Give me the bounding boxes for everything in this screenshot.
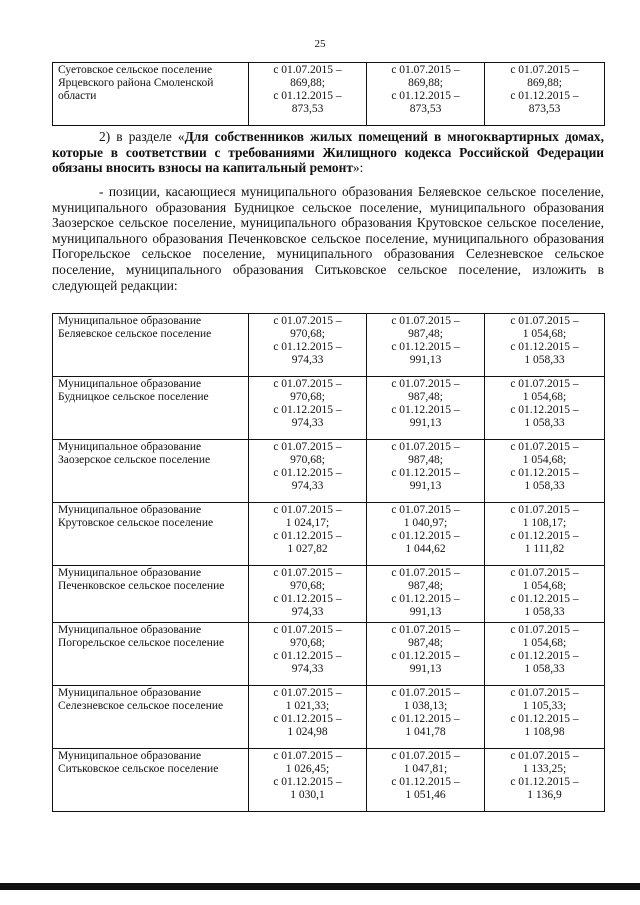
- rate-line: 1 105,33;: [522, 700, 567, 712]
- rate-line: с 01.12.2015 –: [510, 341, 579, 353]
- rate-line: 869,88;: [408, 77, 443, 89]
- rate-line: 1 027,82: [287, 543, 328, 555]
- rate-line: с 01.12.2015 –: [510, 593, 579, 605]
- rate-line: с 01.07.2015 –: [391, 504, 460, 516]
- rate-line: с 01.07.2015 –: [273, 378, 342, 390]
- rate-line: 1 058,33: [524, 417, 565, 429]
- rate-cell: [485, 623, 605, 686]
- municipality-name-cell: Муниципальное образование Печенковское сельское поселение: [53, 566, 249, 623]
- municipality-name-cell: Муниципальное образование Погорельское сельское поселение: [53, 623, 249, 686]
- rate-line: с 01.12.2015 –: [510, 90, 579, 102]
- table-row: [53, 503, 605, 566]
- tariff-table-main-body: [53, 314, 605, 812]
- rate-cell: [249, 377, 367, 440]
- rate-line: с 01.12.2015 –: [391, 341, 460, 353]
- tariff-table-top-body: [53, 63, 605, 126]
- rate-line: 991,13: [409, 663, 442, 675]
- rate-line: 1 108,17;: [522, 517, 567, 529]
- rate-line: 987,48;: [408, 580, 443, 592]
- rate-line: 873,53: [528, 103, 561, 115]
- rate-line: 974,33: [291, 354, 324, 366]
- rate-cell: [367, 440, 485, 503]
- rate-line: 987,48;: [408, 328, 443, 340]
- table-row: [53, 63, 605, 126]
- rate-line: с 01.07.2015 –: [510, 64, 579, 76]
- rate-line: с 01.12.2015 –: [510, 467, 579, 479]
- section-paragraph: [52, 129, 604, 176]
- rate-line: 991,13: [409, 480, 442, 492]
- rate-line: 869,88;: [290, 77, 325, 89]
- rate-line: с 01.12.2015 –: [391, 776, 460, 788]
- rate-cell: [249, 623, 367, 686]
- rate-cell: [249, 503, 367, 566]
- rate-line: 970,68;: [290, 580, 325, 592]
- tariff-table-top: [52, 62, 605, 126]
- rate-line: с 01.12.2015 –: [273, 650, 342, 662]
- rate-cell: [367, 314, 485, 377]
- rate-cell: [485, 749, 605, 812]
- rate-line: с 01.12.2015 –: [510, 404, 579, 416]
- rate-line: с 01.07.2015 –: [510, 504, 579, 516]
- rate-line: с 01.12.2015 –: [273, 404, 342, 416]
- rate-line: с 01.12.2015 –: [273, 90, 342, 102]
- rate-line: 1 030,1: [290, 789, 325, 801]
- rate-cell: [249, 63, 367, 126]
- rate-line: 1 026,45;: [285, 763, 330, 775]
- rate-line: с 01.12.2015 –: [273, 593, 342, 605]
- rate-line: 873,53: [291, 103, 324, 115]
- rate-line: с 01.07.2015 –: [273, 441, 342, 453]
- rate-line: 869,88;: [527, 77, 562, 89]
- rate-line: 974,33: [291, 417, 324, 429]
- municipality-name-cell: Муниципальное образование Будницкое сельское поселение: [53, 377, 249, 440]
- table-row: [53, 749, 605, 812]
- rate-line: 1 058,33: [524, 663, 565, 675]
- rate-cell: [485, 503, 605, 566]
- table-row: [53, 566, 605, 623]
- rate-line: 974,33: [291, 663, 324, 675]
- rate-line: 1 044,62: [405, 543, 446, 555]
- table-row: [53, 377, 605, 440]
- rate-line: 1 021,33;: [285, 700, 330, 712]
- rate-line: 1 054,68;: [522, 328, 567, 340]
- instruction-paragraph: - позиции, касающиеся муниципального образования Беляевское сельское поселение, муниципального образования Будницкое сельское поселение, муниципального образования Заозерское сельское поселение, муниципального образования Крутовское сельское поселение, муниципального образования Печенковское сельское поселение, муниципального образования Погорельское сельское поселение, муниципального образования Селезневское сельское поселение, муниципального образования Ситьковское сельское поселение, изложить в следующей редакции:: [52, 184, 604, 293]
- rate-line: с 01.12.2015 –: [273, 776, 342, 788]
- rate-cell: [485, 377, 605, 440]
- rate-cell: [485, 686, 605, 749]
- rate-cell: [367, 63, 485, 126]
- table-row: [53, 314, 605, 377]
- rate-line: с 01.07.2015 –: [391, 378, 460, 390]
- rate-cell: [249, 440, 367, 503]
- rate-cell: [485, 566, 605, 623]
- rate-cell: [485, 440, 605, 503]
- rate-cell: [367, 623, 485, 686]
- rate-line: с 01.07.2015 –: [273, 687, 342, 699]
- rate-line: 991,13: [409, 354, 442, 366]
- rate-line: 1 108,98: [524, 726, 565, 738]
- rate-line: с 01.12.2015 –: [273, 530, 342, 542]
- rate-line: 1 054,68;: [522, 391, 567, 403]
- rate-line: 1 040,97;: [403, 517, 448, 529]
- rate-line: с 01.07.2015 –: [391, 624, 460, 636]
- rate-line: с 01.07.2015 –: [510, 378, 579, 390]
- municipality-name-cell: Муниципальное образование Заозерское сельское поселение: [53, 440, 249, 503]
- rate-line: с 01.12.2015 –: [391, 467, 460, 479]
- rate-line: с 01.07.2015 –: [510, 567, 579, 579]
- rate-cell: [367, 749, 485, 812]
- rate-line: с 01.07.2015 –: [391, 315, 460, 327]
- municipality-name-cell: Муниципальное образование Крутовское сельское поселение: [53, 503, 249, 566]
- rate-line: 1 111,82: [524, 543, 565, 555]
- rate-line: с 01.07.2015 –: [510, 624, 579, 636]
- rate-line: с 01.07.2015 –: [273, 750, 342, 762]
- municipality-name-cell: Муниципальное образование Селезневское сельское поселение: [53, 686, 249, 749]
- rate-line: 974,33: [291, 606, 324, 618]
- section-prefix: 2) в разделе «: [99, 129, 185, 144]
- rate-cell: [249, 566, 367, 623]
- rate-line: 987,48;: [408, 454, 443, 466]
- rate-line: 1 058,33: [524, 606, 565, 618]
- rate-line: 970,68;: [290, 391, 325, 403]
- rate-line: 987,48;: [408, 391, 443, 403]
- rate-line: с 01.07.2015 –: [273, 504, 342, 516]
- rate-cell: [367, 566, 485, 623]
- rate-line: с 01.12.2015 –: [510, 650, 579, 662]
- section-suffix: »:: [352, 160, 364, 176]
- rate-line: с 01.12.2015 –: [273, 713, 342, 725]
- rate-line: 987,48;: [408, 637, 443, 649]
- tariff-table-main: [52, 313, 605, 812]
- rate-line: с 01.07.2015 –: [510, 315, 579, 327]
- rate-cell: [249, 749, 367, 812]
- rate-line: с 01.12.2015 –: [510, 776, 579, 788]
- rate-line: 1 047,81;: [403, 763, 448, 775]
- rate-line: с 01.07.2015 –: [391, 64, 460, 76]
- rate-line: с 01.07.2015 –: [273, 64, 342, 76]
- footer-rule: [0, 883, 640, 890]
- rate-line: с 01.07.2015 –: [510, 441, 579, 453]
- table-row: [53, 686, 605, 749]
- rate-line: 873,53: [409, 103, 442, 115]
- rate-line: 991,13: [409, 606, 442, 618]
- municipality-name-cell: Муниципальное образование Ситьковское сельское поселение: [53, 749, 249, 812]
- rate-line: с 01.07.2015 –: [510, 687, 579, 699]
- rate-line: с 01.12.2015 –: [391, 593, 460, 605]
- rate-cell: [485, 314, 605, 377]
- rate-line: 1 041,78: [405, 726, 446, 738]
- rate-line: с 01.07.2015 –: [510, 750, 579, 762]
- page-number: 25: [314, 38, 326, 50]
- rate-line: с 01.07.2015 –: [391, 441, 460, 453]
- rate-line: с 01.07.2015 –: [273, 624, 342, 636]
- rate-line: 970,68;: [290, 454, 325, 466]
- rate-line: с 01.07.2015 –: [273, 567, 342, 579]
- rate-line: 1 051,46: [405, 789, 446, 801]
- rate-line: с 01.07.2015 –: [391, 750, 460, 762]
- rate-line: 1 024,98: [287, 726, 328, 738]
- rate-line: с 01.07.2015 –: [273, 315, 342, 327]
- table-row: [53, 440, 605, 503]
- rate-line: 970,68;: [290, 328, 325, 340]
- rate-cell: [249, 686, 367, 749]
- rate-cell: [249, 314, 367, 377]
- rate-line: 1 136,9: [527, 789, 562, 801]
- rate-line: 1 058,33: [524, 480, 565, 492]
- rate-line: с 01.12.2015 –: [510, 713, 579, 725]
- rate-cell: [367, 503, 485, 566]
- rate-line: с 01.12.2015 –: [391, 404, 460, 416]
- rate-line: с 01.12.2015 –: [273, 467, 342, 479]
- rate-line: с 01.12.2015 –: [391, 90, 460, 102]
- rate-line: с 01.12.2015 –: [510, 530, 579, 542]
- section-title: Для собственников жилых помещений в многоквартирных домах, которые в соответствии с требованиями Жилищного кодекса Российской Федерации обязаны вносить взносы на капитальный ремонт: [52, 129, 604, 176]
- table-row: [53, 623, 605, 686]
- rate-line: 1 058,33: [524, 354, 565, 366]
- rate-line: с 01.12.2015 –: [391, 713, 460, 725]
- rate-cell: [485, 63, 605, 126]
- rate-line: 991,13: [409, 417, 442, 429]
- rate-line: с 01.07.2015 –: [391, 567, 460, 579]
- rate-line: 1 038,13;: [403, 700, 448, 712]
- rate-line: 1 054,68;: [522, 580, 567, 592]
- rate-line: 974,33: [291, 480, 324, 492]
- rate-line: с 01.12.2015 –: [391, 650, 460, 662]
- municipality-name-cell: Муниципальное образование Беляевское сельское поселение: [53, 314, 249, 377]
- rate-cell: [367, 377, 485, 440]
- rate-line: 1 133,25;: [522, 763, 567, 775]
- rate-cell: [367, 686, 485, 749]
- municipality-name-cell: Суетовское сельское поселение Ярцевского района Смоленской области: [53, 63, 249, 126]
- rate-line: 1 054,68;: [522, 454, 567, 466]
- rate-line: 1 024,17;: [285, 517, 330, 529]
- rate-line: с 01.12.2015 –: [391, 530, 460, 542]
- rate-line: 1 054,68;: [522, 637, 567, 649]
- rate-line: 970,68;: [290, 637, 325, 649]
- rate-line: с 01.07.2015 –: [391, 687, 460, 699]
- rate-line: с 01.12.2015 –: [273, 341, 342, 353]
